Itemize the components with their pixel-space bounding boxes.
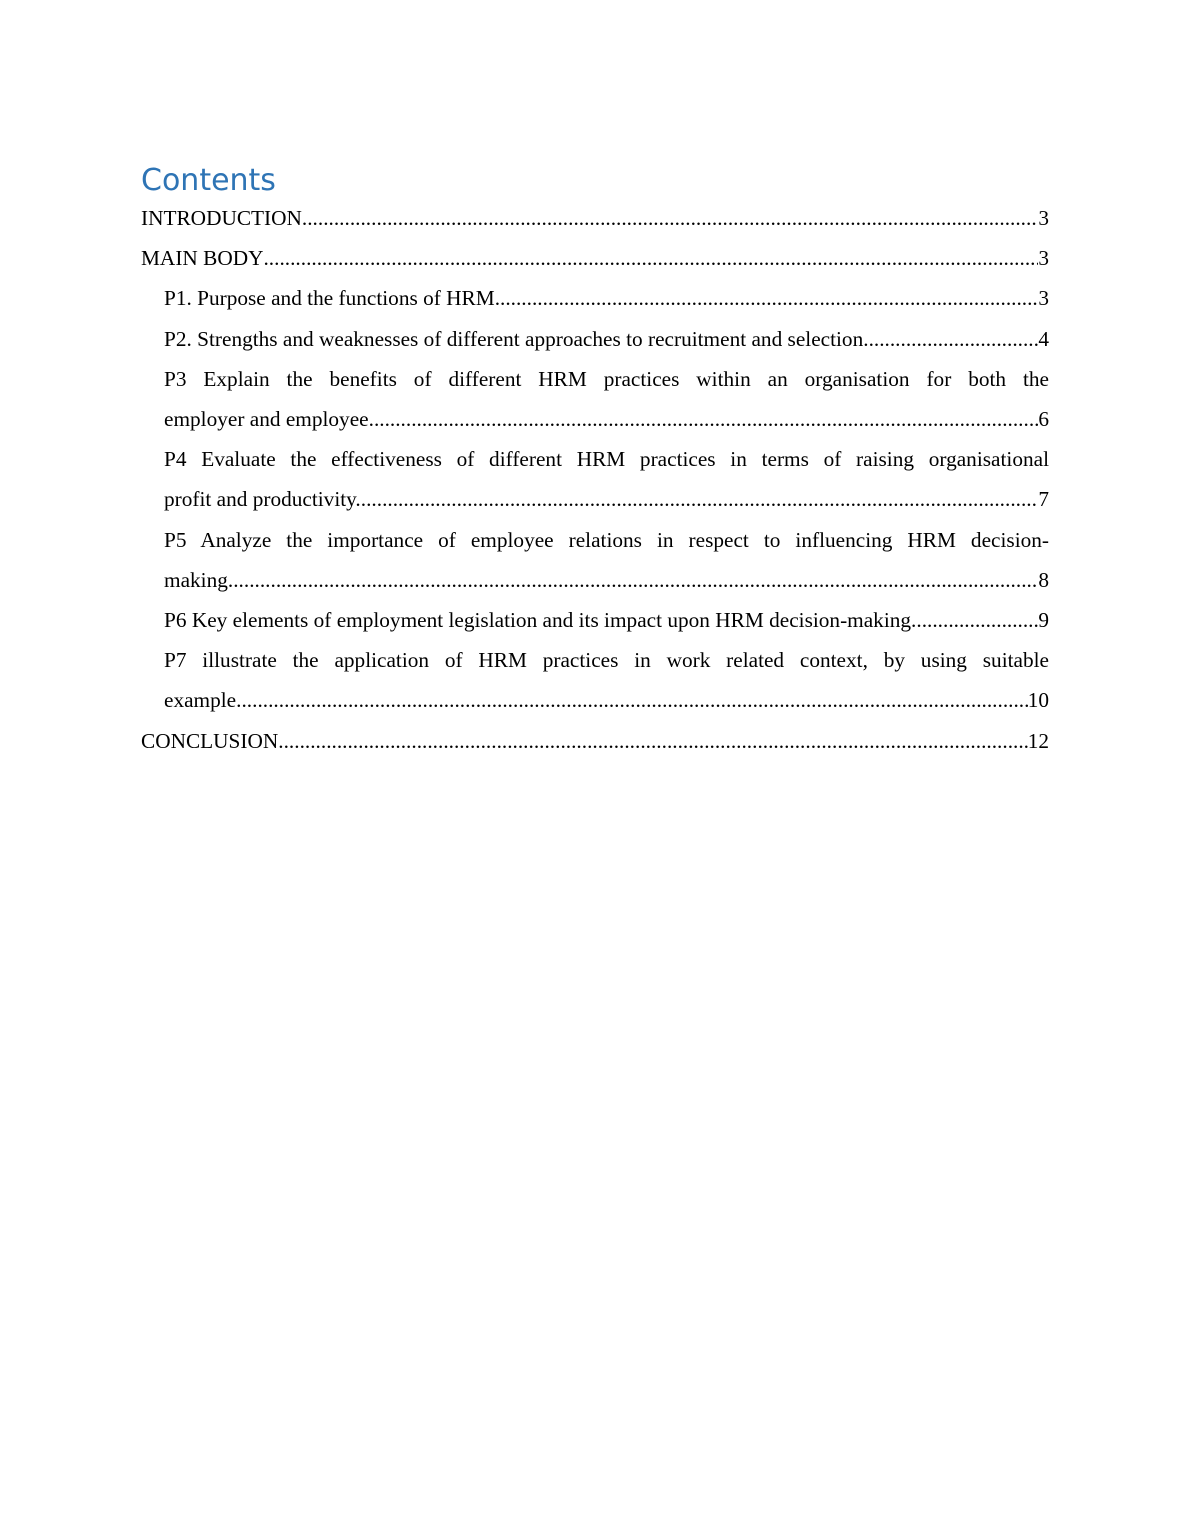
toc-heading: Contents bbox=[141, 163, 276, 198]
toc-leader-dots bbox=[361, 479, 1039, 519]
toc-leader-dots bbox=[241, 680, 1027, 720]
toc-entry-text: P6 Key elements of employment legislation and its impact upon HRM decision-making. bbox=[164, 608, 917, 633]
toc-leader-dots bbox=[233, 560, 1038, 600]
toc-leader-dots bbox=[284, 721, 1028, 761]
toc-entry-text: MAIN BODY bbox=[141, 246, 264, 271]
toc-entry-p7[interactable] bbox=[141, 640, 1049, 720]
toc-page-number: 3 bbox=[1038, 286, 1049, 311]
toc-page-number: 8 bbox=[1038, 567, 1049, 592]
toc-leader-dots bbox=[916, 600, 1038, 640]
toc-page-number: 12 bbox=[1027, 728, 1049, 753]
toc-entry-text: P1. Purpose and the functions of HRM bbox=[164, 286, 495, 311]
toc-entry-main-body[interactable] bbox=[141, 238, 1049, 278]
toc-entry-text-line1: P5 Analyze the importance of employee relations in respect to influencing HRM decision- bbox=[164, 527, 1049, 552]
toc-entry-text: INTRODUCTION bbox=[141, 206, 302, 230]
toc-leader-dots bbox=[302, 198, 1038, 238]
toc-page-number: 6 bbox=[1038, 407, 1049, 432]
toc-entry-text-line1: P3 Explain the benefits of different HRM practices within an organisation for both the bbox=[164, 366, 1049, 391]
toc-leader-dots bbox=[263, 238, 1038, 278]
toc-entry-text: employer and employee. bbox=[164, 407, 374, 432]
toc-page-number: 7 bbox=[1038, 487, 1049, 512]
toc-leader-dots bbox=[374, 399, 1038, 439]
toc-entry-text: example. bbox=[164, 688, 242, 713]
toc-leader-dots bbox=[869, 319, 1039, 359]
toc-entry-text: profit and productivity. bbox=[164, 487, 361, 512]
toc-page-number: 3 bbox=[1038, 206, 1049, 230]
toc-entry-p3[interactable] bbox=[141, 359, 1049, 439]
toc-page-number: 4 bbox=[1038, 326, 1049, 351]
toc-entry-text: making. bbox=[164, 567, 234, 592]
toc-entry-conclusion[interactable] bbox=[141, 721, 1049, 761]
table-of-contents bbox=[141, 160, 1049, 761]
toc-entry-text-line1: P7 illustrate the application of HRM practices in work related context, by using suitable bbox=[164, 648, 1049, 673]
toc-page-number: 10 bbox=[1027, 688, 1049, 713]
toc-entry-text-line1: P4 Evaluate the effectiveness of different HRM practices in terms of raising organisational bbox=[164, 447, 1049, 472]
toc-leader-dots bbox=[495, 278, 1039, 318]
toc-entry-p1[interactable] bbox=[141, 278, 1049, 318]
toc-list bbox=[141, 198, 1049, 761]
toc-entry-p4[interactable] bbox=[141, 439, 1049, 519]
toc-entry-p6[interactable] bbox=[141, 600, 1049, 640]
toc-page-number: 9 bbox=[1038, 608, 1049, 633]
toc-entry-text: P2. Strengths and weaknesses of different approaches to recruitment and selection. bbox=[164, 326, 869, 351]
toc-entry-introduction[interactable] bbox=[141, 198, 1049, 238]
toc-page-number: 3 bbox=[1038, 246, 1049, 271]
toc-entry-p5[interactable] bbox=[141, 520, 1049, 600]
toc-entry-p2[interactable] bbox=[141, 319, 1049, 359]
toc-entry-text: CONCLUSION. bbox=[141, 728, 284, 753]
